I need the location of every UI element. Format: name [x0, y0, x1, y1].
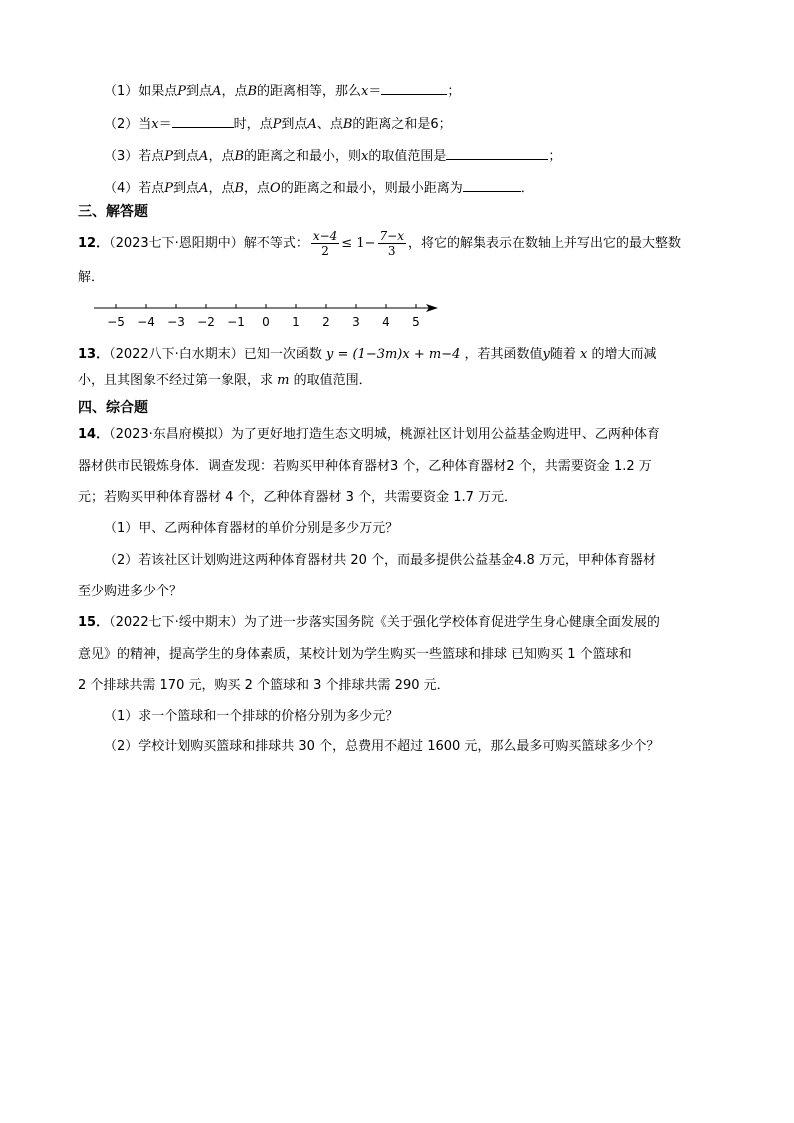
answer-blank[interactable] — [446, 145, 548, 160]
q13-line2: 小，且其图象不经过第一象限，求 m 的取值范围． — [78, 373, 372, 388]
q14-line3: 元；若购买甲种体育器材 4 个，乙种体育器材 3 个，共需要资金 1.7 万元． — [78, 490, 518, 505]
fraction-left: $\frac{x-4}{2}$ — [312, 229, 338, 258]
q13-line1: 13．（2022八下·白水期末）已知一次函数 y = (1−3m)x + m−4 ，若其函数值y随着 x 的增大而减 — [78, 347, 657, 362]
answer-blank[interactable] — [463, 177, 521, 192]
q11-part1: （1）如果点P到点A，点B的距离相等，那么x＝ ； — [104, 80, 460, 102]
q12-line2: 解． — [78, 270, 105, 285]
number-line-tick-label: −2 — [197, 315, 215, 329]
answer-blank[interactable] — [172, 113, 234, 128]
q14-sub1: （1）甲、乙两种体育器材的单价分别是多少万元？ — [104, 521, 399, 536]
section-heading-4: 四、综合题 — [78, 400, 148, 416]
number-line-tick-label: −4 — [137, 315, 155, 329]
q15-line3: 2 个排球共需 170 元，购买 2 个篮球和 3 个排球共需 290 元． — [78, 678, 450, 693]
number-line-tick-label: −3 — [167, 315, 185, 329]
number-line-tick-label: 0 — [262, 315, 270, 329]
q14-sub2-cont: 至少购进多少个？ — [78, 584, 183, 599]
section-heading-3: 三、解答题 — [78, 204, 148, 220]
number-line-tick-label: −5 — [107, 315, 125, 329]
q15-line2: 意见》的精神，提高学生的身体素质，某校计划为学生购买一些篮球和排球 已知购买 1 个篮球和 — [78, 647, 632, 662]
q15-line1: 15．（2022七下·绥中期末）为了进一步落实国务院《关于强化学校体育促进学生身心健康全面发展的 — [78, 615, 660, 630]
number-line-tick-label: 2 — [322, 315, 330, 329]
answer-blank[interactable] — [381, 80, 447, 95]
number-line-tick-label: 3 — [352, 315, 360, 329]
fraction-right: $\frac{7-x}{3}$ — [379, 229, 404, 258]
q11-part2: （2）当x＝ 时，点P到点A、点B的距离之和是6； — [104, 113, 452, 135]
number-line-tick-label: −1 — [227, 315, 245, 329]
number-line-tick-label: 5 — [412, 315, 420, 329]
number-line-tick-label: 1 — [292, 315, 300, 329]
q14-sub2: （2）若该社区计划购进这两种体育器材共 20 个，而最多提供公益基金4.8 万元，甲种体育器材 — [104, 553, 656, 568]
q15-sub2: （2）学校计划购买篮球和排球共 30 个，总费用不超过 1600 元，那么最多可购买篮球多少个？ — [104, 739, 660, 754]
q11-part4: （4）若点P到点A，点B，点O的距离之和最小，则最小距离为 ． — [104, 177, 534, 199]
q15-sub1: （1）求一个篮球和一个排球的价格分别为多少元？ — [104, 709, 399, 724]
q14-line2: 器材供市民锻炼身体．调查发现：若购买甲种体育器材3 个，乙种体育器材2 个，共需要资金 1.2 万 — [78, 459, 652, 474]
q11-part3: （3）若点P到点A，点B的距离之和最小，则x的取值范围是 ； — [104, 145, 561, 167]
q14-line1: 14．（2023·东昌府模拟）为了更好地打造生态文明城，桃源社区计划用公益基金购进甲、乙两种体育 — [78, 427, 660, 442]
number-line — [90, 298, 450, 332]
q12-line1: 12．（2023七下·恩阳期中）解不等式： $\frac{x-4}{2}$ ≤ 1− $\frac{7-x}{3}$ ，将它的解集表示在数轴上并写出它的最大整数 — [78, 229, 681, 258]
number-line-tick-label: 4 — [382, 315, 390, 329]
